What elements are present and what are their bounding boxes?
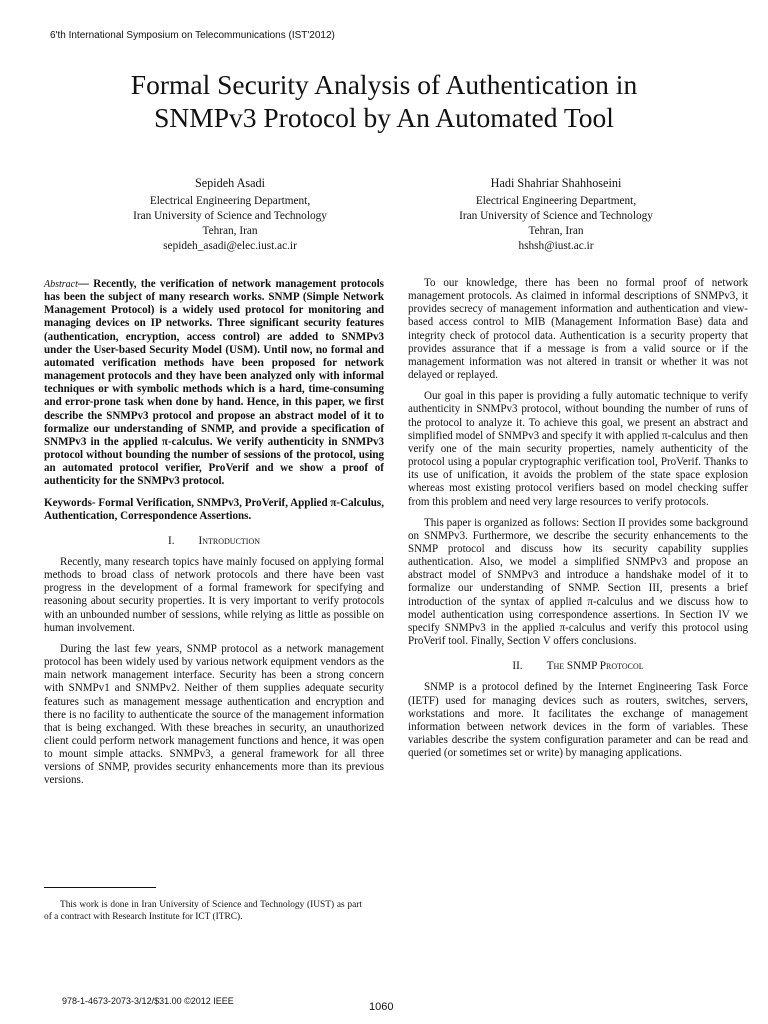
paper-title <box>40 68 728 134</box>
left-column <box>44 278 384 796</box>
paragraph: This paper is organized as follows: Section II provides some background on SNMPv3. Furthermore, we describe the security enhancements to the SNMP protocol and discuss how its security capability supplies authentication. Also, we model a simplified SNMPv3 and propose an abstract model of SNMPv3 and introduce a handshake model of it to formalize our understanding of SNMP. Section III, presents a brief introduction of the syntax of applied π-calculus and we discuss how to model authentication using correspondence assertions. In Section IV we specify SNMPv3 in the applied π-calculus and verify this protocol using ProVerif tool. Finally, Section V offers conclusions. <box>408 516 748 648</box>
section-title: The SNMP Protocol <box>546 660 644 673</box>
author-department: Electrical Engineering Department, <box>475 195 637 207</box>
page-number: 1060 <box>369 1001 394 1013</box>
section-heading-snmp-protocol <box>408 660 748 673</box>
author-email: hshsh@iust.ac.ir <box>518 240 594 252</box>
conference-header: 6'th International Symposium on Telecommunications (IST'2012) <box>50 30 335 41</box>
author-email: sepideh_asadi@elec.iust.ac.ir <box>163 240 297 252</box>
footnote-divider <box>44 887 156 888</box>
paragraph: To our knowledge, there has been no formal proof of network management protocols. As claimed in informal descriptions of SNMPv3, it provides secrecy of management information and authentication and view-based access control to MIB (Management Information Base) data and integrity check of protocol data. Authentication is a security property that provides assurance that if a message is from a valid source or if the management information was not altered in transit or whether it was not delayed or replayed. <box>408 277 748 382</box>
abstract-label: Abstract <box>44 279 78 290</box>
footnote: This work is done in Iran University of Science and Technology (IUST) as part of a contract with Research Institute for ICT (ITRC). <box>44 900 362 922</box>
author-city: Tehran, Iran <box>528 225 584 237</box>
section-title: Introduction <box>198 534 261 547</box>
author-block-2 <box>396 176 716 254</box>
section-heading-introduction <box>44 535 384 548</box>
author-university: Iran University of Science and Technology <box>133 210 327 222</box>
title-line-1: Formal Security Analysis of Authentication in <box>130 69 638 100</box>
abstract-text: — Recently, the verification of network management protocols has been the subject of many research works. SNMP (Simple Network Management Protocol) is a widely used protocol for monitoring and managing devices on IP networks. Three significant security features (authentication, encryption, access control) are added to SNMPv3 under the User-based Security Model (USM). Until now, no formal and automated verification methods have been proposed for network management protocols and they have been analyzed only with informal techniques or with symbolic methods which is a hard, time-consuming and error-prone task when done by hand. Hence, in this paper, we first describe the SNMPv3 protocol and propose an abstract model of it to formalize our understanding of SNMP, and provide a specification of SNMPv3 in the applied π-calculus. We verify authenticity in SNMPv3 protocol without bounding the number of sessions of the protocol, using an automated protocol verifier, ProVerif and we show a proof of authenticity for the SNMPv3 protocol. <box>44 278 384 488</box>
paragraph: During the last few years, SNMP protocol as a network management protocol has been widely used by various network equipment vendors as the main network management interface. Security has been a strong concern with SNMPv1 and SNMPv2. Neither of them supplies adequate security features such as management message authentication and encryption and there is no facility to authenticate the source of the management information that is being exchanged. With these breaches in security, an unauthorized client could perform network management functions and hence, it was open to mount simple attacks. SNMPv3, a general framework for all three versions of SNMP, provides security enhancements more than its previous versions. <box>44 642 384 787</box>
title-line-2: SNMPv3 Protocol by An Automated Tool <box>154 102 614 133</box>
author-name: Sepideh Asadi <box>194 176 266 190</box>
paragraph: Our goal in this paper is providing a fully automatic technique to verify authenticity in SNMPv3 protocol, without bounding the number of runs of the protocol to analyze it. To achieve this goal, we present an abstract and simplified model of SNMPv3 and specify it with applied π-calculus and then verify one of the main security properties, namely authenticity of the protocol using a popular cryptographic verification tool, ProVerif. Thanks to its use of unification, it avoids the problem of the state space explosion whereas most existing protocol verifiers based on model checking suffer from this problem and need very large resources to verify protocols. <box>408 390 748 508</box>
author-block-1 <box>70 176 390 254</box>
author-department: Electrical Engineering Department, <box>149 195 311 207</box>
section-number: I. <box>167 534 175 547</box>
isbn-footer: 978-1-4673-2073-3/12/$31.00 ©2012 IEEE <box>62 996 234 1006</box>
abstract <box>44 278 384 489</box>
author-university: Iran University of Science and Technology <box>459 210 653 222</box>
keywords: Keywords- Formal Verification, SNMPv3, ProVerif, Applied π-Calculus, Authentication, Correspondence Assertions. <box>44 496 384 522</box>
right-column <box>408 277 748 768</box>
author-name: Hadi Shahriar Shahhoseini <box>490 176 622 190</box>
author-city: Tehran, Iran <box>202 225 258 237</box>
section-number: II. <box>512 660 523 673</box>
paragraph: SNMP is a protocol defined by the Internet Engineering Task Force (IETF) used for managing devices such as routers, switches, servers, workstations and more. It facilitates the exchange of management information between network devices in the form of variables. These variables describe the system configuration parameter and can be read and queried (or sometimes set or write) by managing applications. <box>408 681 748 760</box>
paragraph: Recently, many research topics have mainly focused on applying formal methods to broad class of network protocols and there have been vast progress in the development of a formal framework for specifying and reasoning about security properties. It is very important to verify protocols with an unbounded number of sessions, while relying as little as possible on human involvement. <box>44 555 384 634</box>
